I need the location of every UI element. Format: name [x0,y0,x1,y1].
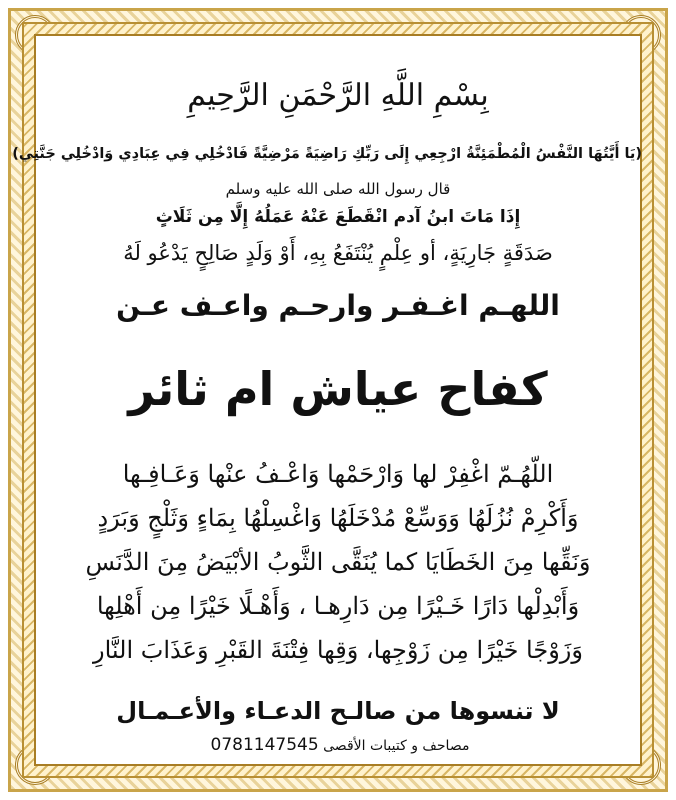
dua-heading: اللهـم اغـفـر وارحـم واعـف عـن [116,289,560,322]
basmala-calligraphy [34,76,642,116]
prayer-line: وَنَقِّها مِنَ الخَطَايَا كما يُنَقَّى الثَّوبُ الأبْيَضُ مِنَ الدَّنَسِ [85,548,591,576]
deceased-name: كفاح عياش ام ثائر [128,362,548,416]
hadith-line-2: صَدَقَةٍ جَارِيَةٍ، أو عِلْمٍ يُنْتَفَعُ بِهِ، أَوْ وَلَدٍ صَالِحٍ يَدْعُو لَهُ [123,241,553,265]
prayer-line: وَأَبْدِلْها دَارًا خَـيْرًا مِن دَارِهـا ، وَأَهْـلًا خَيْرًا مِن أَهْلِها [96,592,580,620]
phone-number: 0781147545 [210,735,319,755]
publisher-label: مصاحف و كتيبات الأقصى [323,738,470,754]
prayer-line: وَزَوْجًا خَيْرًا مِن زَوْجِها، وَقِها فِتْنَةَ القَبْرِ وَعَذَابَ النَّارِ [93,636,583,664]
footer [34,734,642,757]
card-content [12,34,642,766]
prayer-line: اللّهُـمّ اغْفِرْ لها وَارْحَمْها وَاعْـفُ عنْها وَعَـافِـها [122,460,554,488]
closing-line: لا تنسوها من صالـح الدعـاء والأعـمـال [116,697,560,725]
quran-verse: (يَا أَيَّتُهَا النَّفْسُ الْمُطْمَئِنَّةُ ارْجِعِي إِلَى رَبِّكِ رَاضِيَةً مَرْضِيَّةً فَادْخُلِي فِي عِبَادِي وَادْخُلِي جَنَّتِي) [12,146,642,162]
prayer-line: وَأَكْرِمْ نُزُلَهُا وَوَسِّعْ مُدْخَلَهُا وَاغْسِلْهُا بِمَاءٍ وَثَلْجٍ وَبَرَدٍ [97,504,579,532]
basmala-text: بِسْمِ اللَّهِ الرَّحْمَنِ الرَّحِيمِ [187,78,489,113]
hadith-line-1: إِذَا مَاتَ ابنُ آدم انْقَطَعَ عَنْهُ عَمَلُهُ إِلَّا مِن ثَلَاثٍ [155,207,521,227]
prayer-text [54,452,622,672]
hadith-intro: قال رسول الله صلى الله عليه وسلم [225,180,451,198]
